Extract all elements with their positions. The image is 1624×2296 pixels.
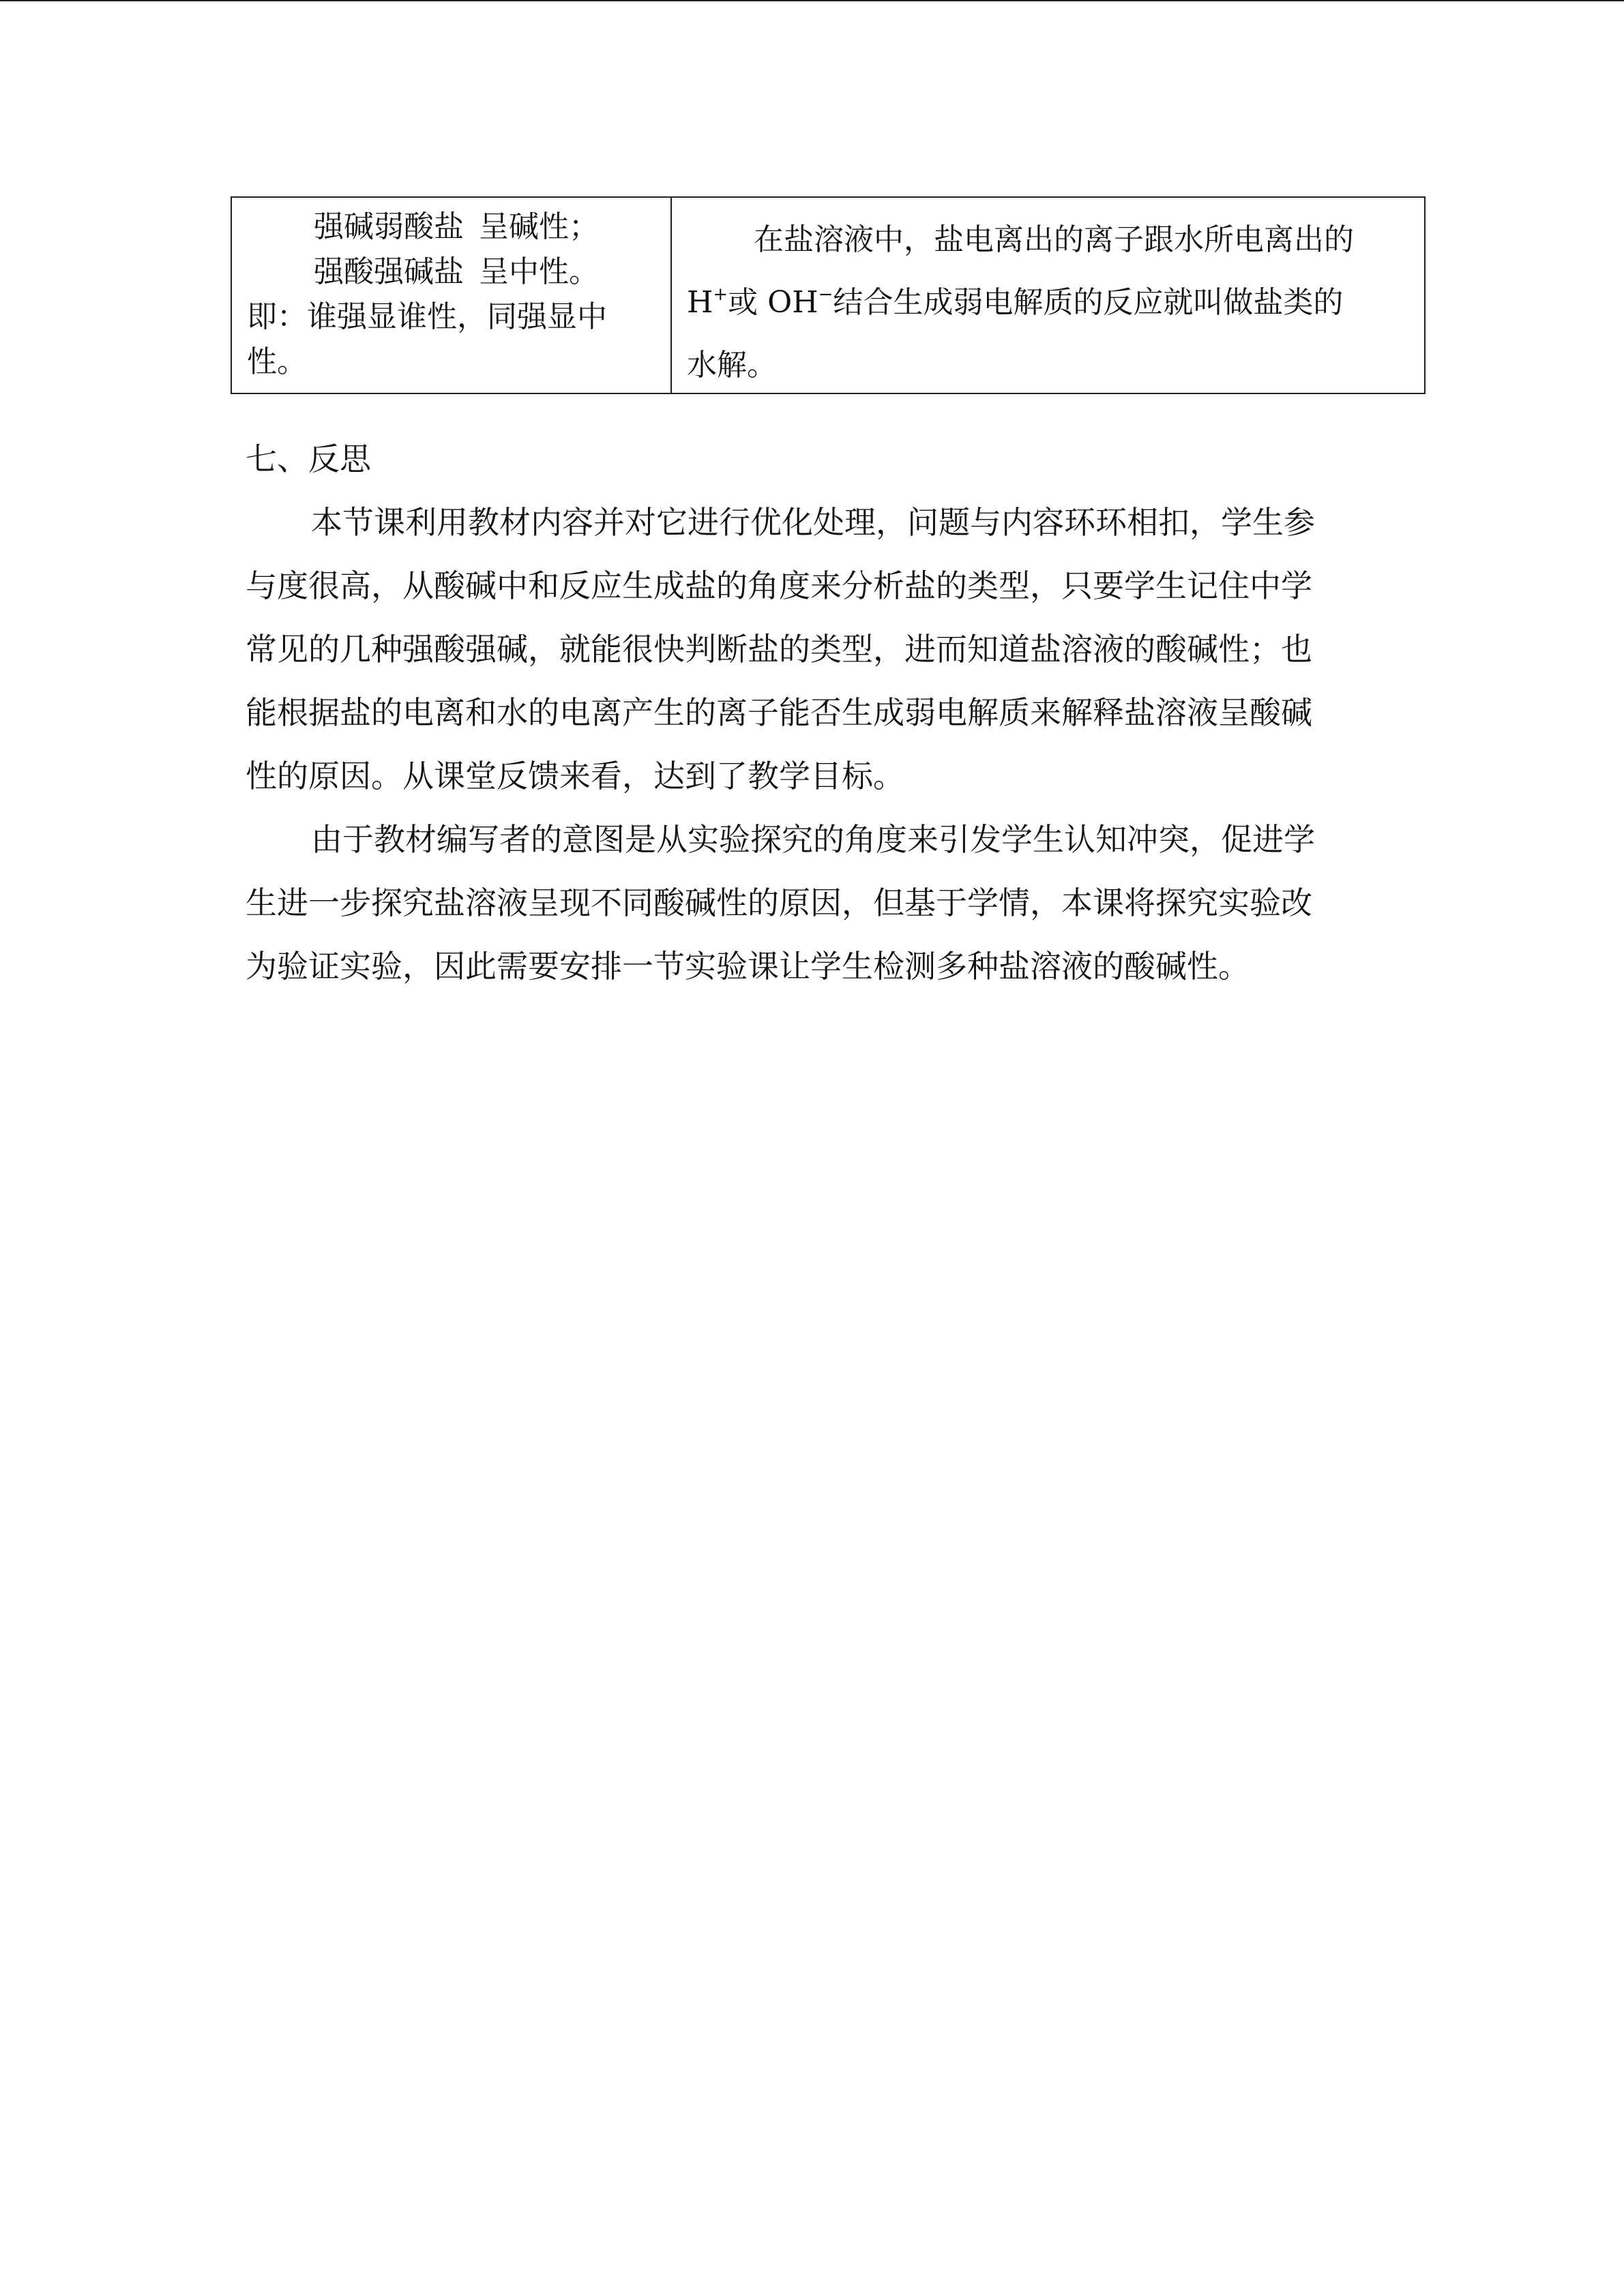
paragraph-1-line-5: 性的原因。从课堂反馈来看，达到了教学目标。: [246, 758, 904, 794]
paragraph-2-line-2: 生进一步探究盐溶液呈现不同酸碱性的原因，但基于学情，本课将探究实验改: [246, 884, 1312, 921]
paragraph-1-line-4: 能根据盐的电离和水的电离产生的离子能否生成弱电解质来解释盐溶液呈酸碱: [246, 694, 1312, 731]
table-line-strong-base-weak-acid: [247, 205, 657, 250]
table-line-rule: 即：谁强显谁性，同强显中: [247, 299, 607, 334]
definition-line-2: [687, 271, 1408, 334]
salt-property-label: 呈中性。: [479, 254, 599, 289]
section-heading-reflection: 七、反思: [246, 441, 371, 477]
definition-line-1: 在盐溶液中，盐电离出的离子跟水所电离出的: [754, 222, 1354, 257]
salt-type-label: 强酸强碱盐: [314, 254, 464, 289]
paragraph-1-line-3: 常见的几种强酸强碱，就能很快判断盐的类型，进而知道盐溶液的酸碱性；也: [246, 631, 1312, 668]
table-cell-salt-types: [232, 198, 672, 393]
table-line-rule-end: 性。: [247, 344, 307, 379]
paragraph-2-line-1: 由于教材编写者的意图是从实验探究的角度来引发学生认知冲突，促进学: [311, 821, 1315, 858]
definition-line-3: 水解。: [687, 348, 777, 383]
hydrogen-symbol: H: [687, 285, 713, 320]
positive-charge-superscript: +: [713, 284, 728, 305]
page-top-border: [0, 0, 1624, 1]
hydroxide-text: 或 OH: [728, 285, 818, 320]
salt-type-label: 强碱弱酸盐: [314, 209, 464, 244]
paragraph-2-line-3: 为验证实验，因此需要安排一节实验课让学生检测多种盐溶液的酸碱性。: [246, 948, 1250, 985]
salt-property-label: 呈碱性；: [479, 209, 599, 244]
negative-charge-superscript: −: [818, 284, 833, 305]
paragraph-1-line-1: 本节课利用教材内容并对它进行优化处理，问题与内容环环相扣，学生参: [311, 504, 1315, 541]
table-line-strong-acid-strong-base: [247, 250, 657, 295]
paragraph-1-line-2: 与度很高，从酸碱中和反应生成盐的角度来分析盐的类型，只要学生记住中学: [246, 567, 1312, 604]
salt-hydrolysis-table: [231, 196, 1426, 394]
table-cell-hydrolysis-definition: [672, 198, 1424, 393]
reflection-body: [246, 491, 1364, 998]
definition-line-2-rest: 结合生成弱电解质的反应就叫做盐类的: [833, 285, 1344, 320]
